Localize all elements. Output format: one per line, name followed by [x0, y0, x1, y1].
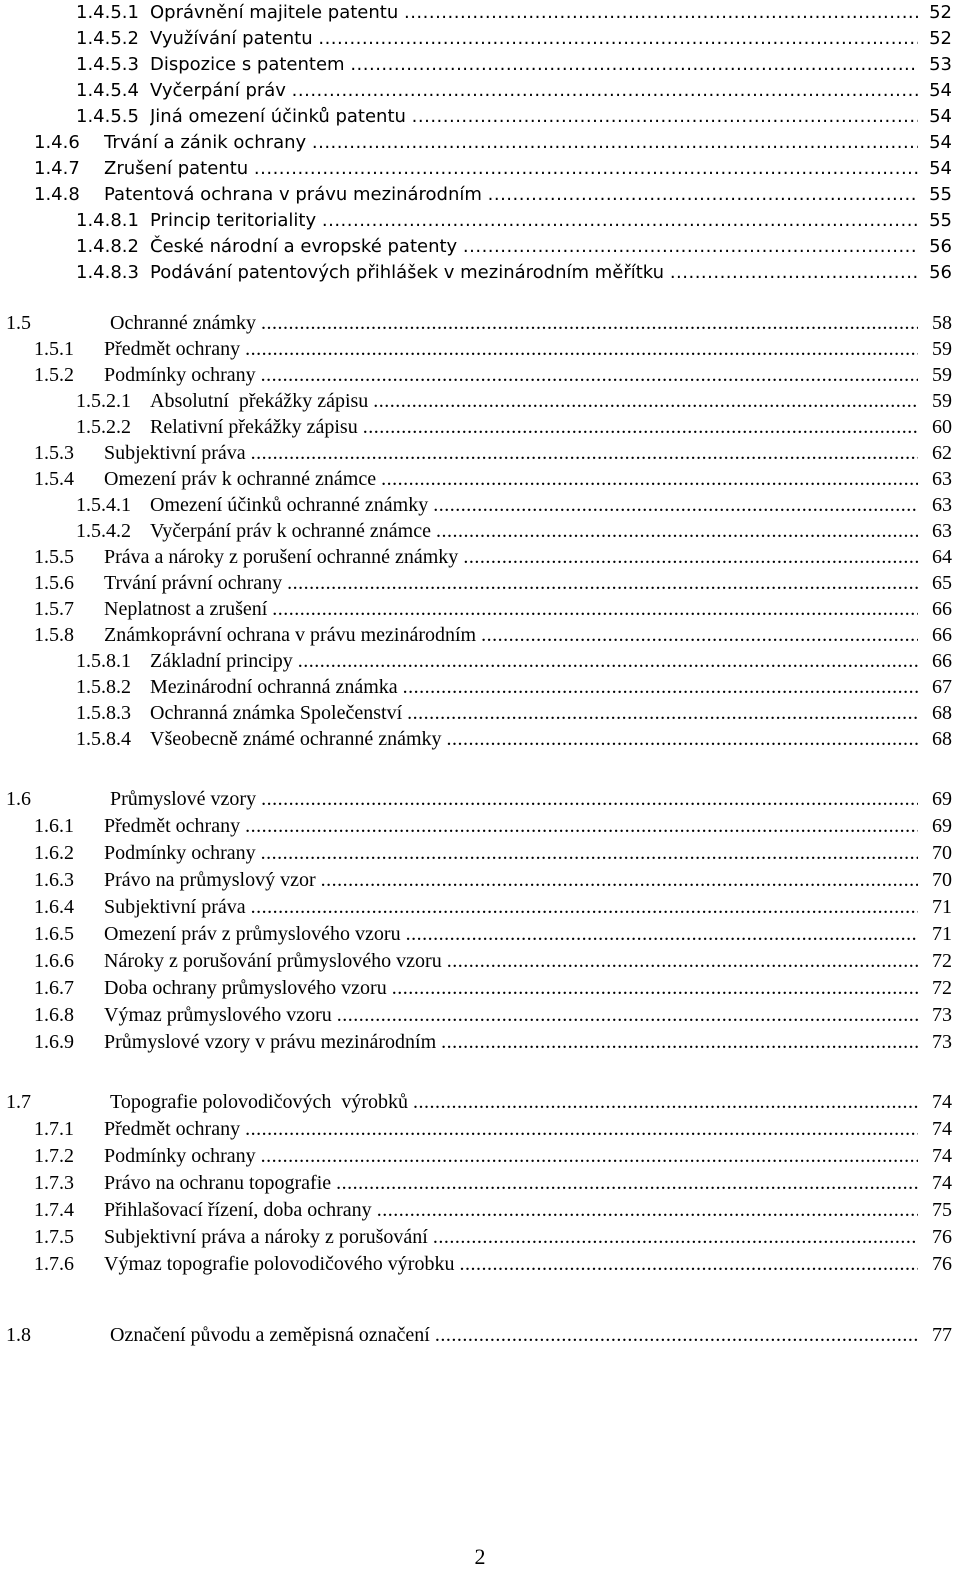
- dot-leader: [292, 78, 918, 104]
- toc-entry-title: Podmínky ochrany: [104, 842, 261, 864]
- dot-leader: [381, 466, 918, 492]
- toc-entry[interactable]: [0, 648, 960, 674]
- toc-entry-number: 1.7.4: [34, 1199, 74, 1221]
- toc-entry-number: 1.7: [6, 1091, 31, 1113]
- dot-leader: [404, 0, 918, 26]
- toc-entry-number: 1.4.6: [34, 132, 80, 153]
- toc-entry-page: 59: [932, 390, 952, 412]
- toc-entry[interactable]: [0, 52, 960, 78]
- toc-entry-title: Právo na průmyslový vzor: [104, 869, 321, 891]
- toc-entry-page: 66: [932, 650, 952, 672]
- toc-entry-page: 66: [932, 598, 952, 620]
- toc-entry[interactable]: [0, 867, 960, 893]
- toc-entry-page: 56: [929, 236, 952, 257]
- toc-entry[interactable]: [0, 674, 960, 700]
- toc-entry-title: Výmaz topografie polovodičového výrobku: [104, 1253, 460, 1275]
- toc-entry-number: 1.4.8.3: [76, 262, 139, 283]
- toc-entry-title: Vyčerpání práv k ochranné známce: [150, 520, 436, 542]
- toc-entry-page: 58: [932, 312, 952, 334]
- toc-entry[interactable]: [0, 130, 960, 156]
- toc-entry-page: 55: [929, 184, 952, 205]
- toc-entry-number: 1.5.2.2: [76, 416, 131, 438]
- toc-entry-number: 1.5: [6, 312, 31, 334]
- toc-entry-page: 63: [932, 520, 952, 542]
- dot-leader: [412, 104, 918, 130]
- toc-entry[interactable]: [0, 1322, 960, 1348]
- toc-entry[interactable]: [0, 1029, 960, 1055]
- toc-entry-title: Nároky z porušování průmyslového vzoru: [104, 950, 447, 972]
- toc-entry-page: 74: [932, 1145, 952, 1167]
- toc-entry-number: 1.6.7: [34, 977, 74, 999]
- toc-entry-page: 75: [932, 1199, 952, 1221]
- toc-entry-page: 72: [932, 977, 952, 999]
- toc-entry-page: 53: [929, 54, 952, 75]
- toc-entry-number: 1.4.7: [34, 158, 80, 179]
- toc-entry-number: 1.4.8.1: [76, 210, 139, 231]
- toc-entry-number: 1.5.8.1: [76, 650, 131, 672]
- dot-leader: [272, 596, 918, 622]
- dot-leader: [436, 518, 918, 544]
- toc-entry-page: 55: [929, 210, 952, 231]
- toc-entry-title: Absolutní překážky zápisu: [150, 390, 374, 412]
- toc-entry-number: 1.7.6: [34, 1253, 74, 1275]
- toc-entry[interactable]: [0, 388, 960, 414]
- toc-entry-title: Zrušení patentu: [104, 158, 254, 179]
- toc-entry[interactable]: [0, 596, 960, 622]
- dot-leader: [435, 1322, 918, 1348]
- toc-entry-page: 69: [932, 788, 952, 810]
- toc-entry[interactable]: [0, 894, 960, 920]
- toc-entry-title: Omezení práv z průmyslového vzoru: [104, 923, 406, 945]
- toc-entry-number: 1.5.5: [34, 546, 74, 568]
- toc-entry-page: 63: [932, 494, 952, 516]
- toc-entry-page: 54: [929, 132, 952, 153]
- toc-entry-title: Využívání patentu: [150, 28, 319, 49]
- toc-entry-title: Topografie polovodičových výrobků: [110, 1091, 413, 1113]
- dot-leader: [337, 1002, 918, 1028]
- toc-entry-number: 1.4.5.1: [76, 2, 139, 23]
- toc-entry-page: 74: [932, 1118, 952, 1140]
- toc-entry-page: 73: [932, 1004, 952, 1026]
- toc-entry-number: 1.5.1: [34, 338, 74, 360]
- toc-entry[interactable]: [0, 1197, 960, 1223]
- toc-entry-number: 1.4.5.4: [76, 80, 139, 101]
- toc-entry-page: 60: [932, 416, 952, 438]
- toc-entry-title: Omezení práv k ochranné známce: [104, 468, 382, 490]
- toc-entry-title: Základní principy: [150, 650, 298, 672]
- toc-entry-title: Relativní překážky zápisu: [150, 416, 363, 438]
- toc-entry-title: Subjektivní práva: [104, 896, 251, 918]
- toc-entry-number: 1.4.5.3: [76, 54, 139, 75]
- toc-entry-title: Podávání patentových přihlášek v mezinárodním měřítku: [150, 262, 670, 283]
- toc-entry[interactable]: [0, 156, 960, 182]
- toc-entry[interactable]: [0, 414, 960, 440]
- toc-entry-title: Průmyslové vzory v právu mezinárodním: [104, 1031, 442, 1053]
- dot-leader: [413, 1089, 918, 1115]
- toc-entry-number: 1.5.2: [34, 364, 74, 386]
- toc-entry[interactable]: [0, 260, 960, 286]
- toc-entry-page: 62: [932, 442, 952, 464]
- toc-entry-number: 1.7.1: [34, 1118, 74, 1140]
- dot-leader: [670, 260, 918, 286]
- dot-leader: [322, 208, 918, 234]
- toc-entry[interactable]: [0, 544, 960, 570]
- dot-leader: [373, 388, 918, 414]
- toc-entry-page: 68: [932, 702, 952, 724]
- toc-entry[interactable]: [0, 104, 960, 130]
- dot-leader: [407, 700, 918, 726]
- toc-entry-number: 1.5.3: [34, 442, 74, 464]
- toc-entry-title: Princip teritoriality: [150, 210, 322, 231]
- toc-entry-title: Subjektivní práva: [104, 442, 251, 464]
- dot-leader: [350, 52, 918, 78]
- toc-entry-number: 1.8: [6, 1324, 31, 1346]
- toc-entry-page: 68: [932, 728, 952, 750]
- toc-entry-title: Průmyslové vzory: [110, 788, 262, 810]
- dot-leader: [392, 975, 918, 1001]
- dot-leader: [245, 813, 918, 839]
- toc-entry-number: 1.4.8.2: [76, 236, 139, 257]
- toc-entry-page: 52: [929, 28, 952, 49]
- dot-leader: [287, 570, 918, 596]
- dot-leader: [261, 362, 918, 388]
- dot-leader: [481, 622, 918, 648]
- toc-entry[interactable]: [0, 786, 960, 812]
- dot-leader: [261, 310, 918, 336]
- toc-entry[interactable]: [0, 362, 960, 388]
- toc-entry[interactable]: [0, 1116, 960, 1142]
- toc-entry[interactable]: [0, 840, 960, 866]
- dot-leader: [403, 674, 918, 700]
- toc-entry[interactable]: [0, 310, 960, 336]
- toc-entry-title: Oprávnění majitele patentu: [150, 2, 404, 23]
- dot-leader: [245, 336, 918, 362]
- toc-entry-number: 1.4.8: [34, 184, 80, 205]
- dot-leader: [459, 1251, 918, 1277]
- toc-entry-number: 1.6.5: [34, 923, 74, 945]
- dot-leader: [447, 948, 918, 974]
- toc-entry-title: Subjektivní práva a nároky z porušování: [104, 1226, 433, 1248]
- toc-entry-page: 65: [932, 572, 952, 594]
- toc-entry-title: Trvání a zánik ochrany: [104, 132, 312, 153]
- dot-leader: [261, 840, 918, 866]
- toc-entry-title: Výmaz průmyslového vzoru: [104, 1004, 337, 1026]
- dot-leader: [363, 414, 918, 440]
- toc-entry-number: 1.5.8.3: [76, 702, 131, 724]
- toc-entry-number: 1.5.8.2: [76, 676, 131, 698]
- toc-entry-title: Předmět ochrany: [104, 1118, 246, 1140]
- toc-entry-number: 1.7.3: [34, 1172, 74, 1194]
- toc-entry-number: 1.6.6: [34, 950, 74, 972]
- dot-leader: [254, 156, 918, 182]
- toc-entry-title: Mezinárodní ochranná známka: [150, 676, 403, 698]
- toc-entry-number: 1.5.2.1: [76, 390, 131, 412]
- dot-leader: [321, 867, 918, 893]
- toc-entry-page: 77: [932, 1324, 952, 1346]
- toc-entry-title: Patentová ochrana v právu mezinárodním: [104, 184, 488, 205]
- toc-entry-page: 59: [932, 364, 952, 386]
- toc-entry-title: Označení původu a zeměpisná označení: [110, 1324, 435, 1346]
- dot-leader: [463, 544, 918, 570]
- toc-entry-number: 1.5.4.1: [76, 494, 131, 516]
- toc-entry-page: 54: [929, 158, 952, 179]
- dot-leader: [441, 1029, 918, 1055]
- toc-entry-page: 64: [932, 546, 952, 568]
- dot-leader: [261, 1143, 918, 1169]
- toc-entry-title: Přihlašovací řízení, doba ochrany: [104, 1199, 377, 1221]
- dot-leader: [251, 440, 918, 466]
- toc-entry[interactable]: [0, 726, 960, 752]
- toc-entry-title: Ochranná známka Společenství: [150, 702, 408, 724]
- page-number: 2: [474, 1544, 486, 1569]
- toc-entry-page: 72: [932, 950, 952, 972]
- toc-entry-page: 73: [932, 1031, 952, 1053]
- toc-entry-title: Právo na ochranu topografie: [104, 1172, 337, 1194]
- toc-entry-number: 1.4.5.2: [76, 28, 139, 49]
- toc-entry[interactable]: [0, 1002, 960, 1028]
- dot-leader: [433, 1224, 918, 1250]
- toc-entry-page: 74: [932, 1091, 952, 1113]
- toc-entry[interactable]: [0, 26, 960, 52]
- dot-leader: [261, 786, 918, 812]
- toc-entry-page: 76: [932, 1226, 952, 1248]
- dot-leader: [433, 492, 918, 518]
- toc-entry-title: Všeobecně známé ochranné známky: [150, 728, 447, 750]
- toc-entry[interactable]: [0, 948, 960, 974]
- toc-entry-page: 67: [932, 676, 952, 698]
- toc-entry[interactable]: [0, 1170, 960, 1196]
- toc-entry[interactable]: [0, 208, 960, 234]
- toc-entry-title: Dispozice s patentem: [150, 54, 351, 75]
- toc-entry[interactable]: [0, 78, 960, 104]
- toc-entry[interactable]: [0, 622, 960, 648]
- toc-entry-title: Trvání právní ochrany: [104, 572, 288, 594]
- toc-entry-title: Předmět ochrany: [104, 338, 246, 360]
- toc-entry-page: 52: [929, 2, 952, 23]
- toc-entry[interactable]: [0, 1251, 960, 1277]
- toc-entry[interactable]: [0, 700, 960, 726]
- dot-leader: [312, 130, 918, 156]
- toc-entry-page: 54: [929, 80, 952, 101]
- toc-entry-page: 70: [932, 842, 952, 864]
- dot-leader: [488, 182, 918, 208]
- dot-leader: [251, 894, 918, 920]
- toc-entry[interactable]: [0, 234, 960, 260]
- toc-entry-number: 1.5.6: [34, 572, 74, 594]
- toc-entry[interactable]: [0, 1143, 960, 1169]
- dot-leader: [377, 1197, 918, 1223]
- dot-leader: [298, 648, 918, 674]
- toc-entry-number: 1.5.7: [34, 598, 74, 620]
- toc-entry-page: 63: [932, 468, 952, 490]
- toc-entry[interactable]: [0, 440, 960, 466]
- toc-entry[interactable]: [0, 813, 960, 839]
- toc-entry-title: Doba ochrany průmyslového vzoru: [104, 977, 392, 999]
- toc-entry-number: 1.5.4: [34, 468, 74, 490]
- toc-entry-page: 66: [932, 624, 952, 646]
- toc-entry-number: 1.6.4: [34, 896, 74, 918]
- toc-entry-page: 54: [929, 106, 952, 127]
- toc-entry-title: Předmět ochrany: [104, 815, 246, 837]
- toc-entry-number: 1.6.9: [34, 1031, 74, 1053]
- toc-entry-number: 1.6.1: [34, 815, 74, 837]
- toc-entry-title: Omezení účinků ochranné známky: [150, 494, 434, 516]
- toc-entry[interactable]: [0, 1224, 960, 1250]
- toc-entry-number: 1.6.3: [34, 869, 74, 891]
- toc-entry-title: Jiná omezení účinků patentu: [150, 106, 412, 127]
- toc-entry-page: 70: [932, 869, 952, 891]
- toc-entry-page: 59: [932, 338, 952, 360]
- toc-entry-title: Vyčerpání práv: [150, 80, 292, 101]
- toc-entry[interactable]: [0, 518, 960, 544]
- toc-entry-page: 71: [932, 896, 952, 918]
- toc-entry-page: 69: [932, 815, 952, 837]
- toc-entry-number: 1.6: [6, 788, 31, 810]
- dot-leader: [245, 1116, 918, 1142]
- toc-entry-page: 71: [932, 923, 952, 945]
- toc-entry[interactable]: [0, 570, 960, 596]
- toc-entry-number: 1.5.8.4: [76, 728, 131, 750]
- dot-leader: [447, 726, 918, 752]
- toc-entry-title: Podmínky ochrany: [104, 1145, 261, 1167]
- dot-leader: [463, 234, 918, 260]
- dot-leader: [318, 26, 918, 52]
- toc-entry[interactable]: [0, 921, 960, 947]
- toc-entry-number: 1.4.5.5: [76, 106, 139, 127]
- toc-entry[interactable]: [0, 182, 960, 208]
- toc-entry-page: 74: [932, 1172, 952, 1194]
- toc-entry-title: Podmínky ochrany: [104, 364, 261, 386]
- toc-entry[interactable]: [0, 0, 960, 26]
- toc-entry[interactable]: [0, 336, 960, 362]
- toc-entry-number: 1.5.8: [34, 624, 74, 646]
- toc-entry-title: Ochranné známky: [110, 312, 262, 334]
- toc-entry-title: Neplatnost a zrušení: [104, 598, 273, 620]
- toc-entry-title: Známkoprávní ochrana v právu mezinárodním: [104, 624, 482, 646]
- toc-entry-page: 56: [929, 262, 952, 283]
- toc-entry[interactable]: [0, 466, 960, 492]
- toc-entry[interactable]: [0, 492, 960, 518]
- dot-leader: [336, 1170, 918, 1196]
- toc-entry[interactable]: [0, 975, 960, 1001]
- toc-entry[interactable]: [0, 1089, 960, 1115]
- toc-entry-number: 1.6.8: [34, 1004, 74, 1026]
- dot-leader: [406, 921, 918, 947]
- toc-entry-number: 1.7.2: [34, 1145, 74, 1167]
- toc-entry-title: Práva a nároky z porušení ochranné známky: [104, 546, 464, 568]
- toc-entry-number: 1.5.4.2: [76, 520, 131, 542]
- toc-entry-number: 1.7.5: [34, 1226, 74, 1248]
- toc-entry-page: 76: [932, 1253, 952, 1275]
- toc-entry-title: České národní a evropské patenty: [150, 236, 463, 257]
- toc-entry-number: 1.6.2: [34, 842, 74, 864]
